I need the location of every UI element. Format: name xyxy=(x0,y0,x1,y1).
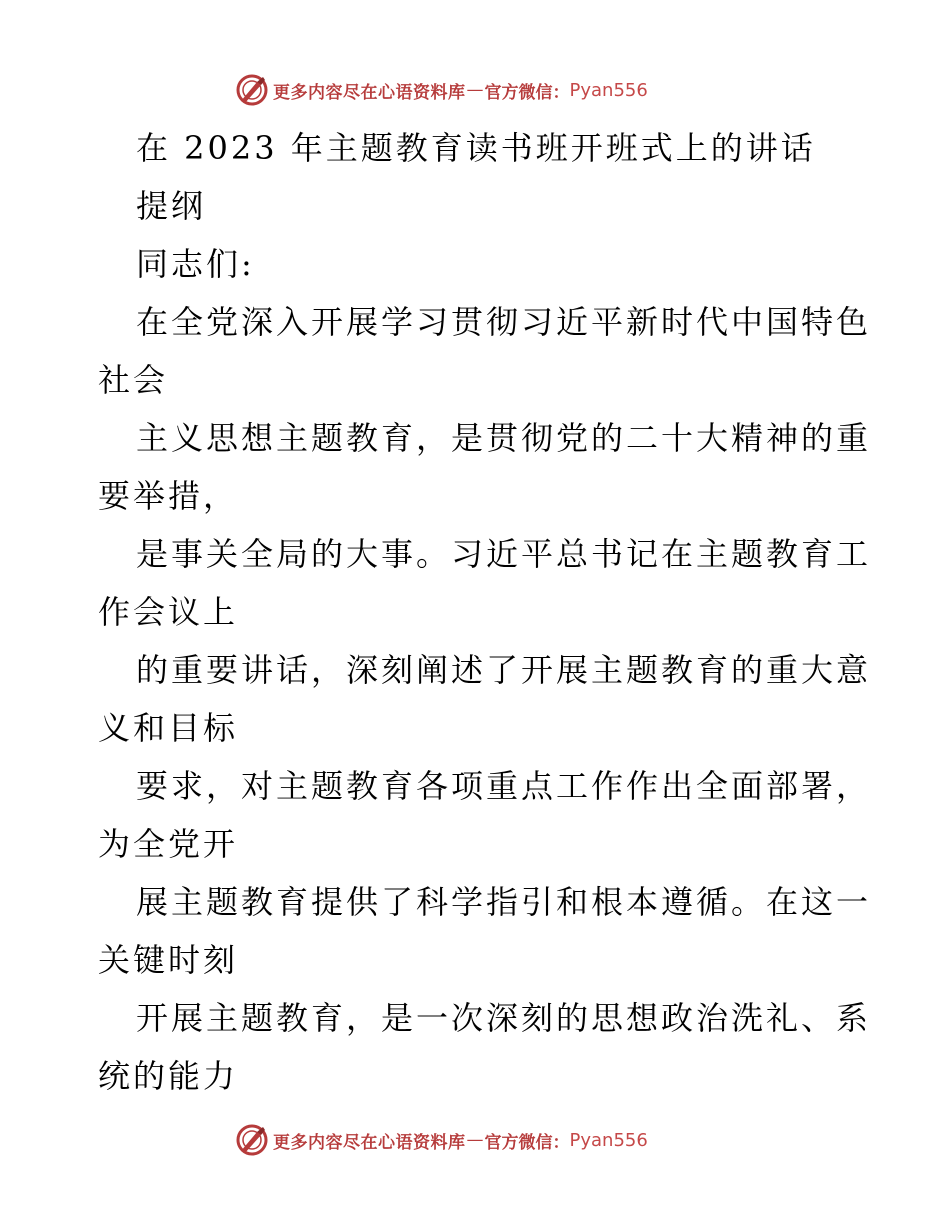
text-line: 主义思想主题教育，是贯彻党的二十大精神的重 xyxy=(136,419,872,457)
banner-slogan: 更多内容尽在心语资料库 xyxy=(273,1132,466,1153)
banner-slogan: 更多内容尽在心语资料库 xyxy=(273,82,466,103)
quill-pen-logo-icon xyxy=(235,1123,269,1157)
text-line: 关键时刻 xyxy=(98,941,239,979)
banner-separator: — xyxy=(466,1130,484,1150)
wechat-label: 官方微信： xyxy=(484,1132,570,1153)
text-line: 的重要讲话，深刻阐述了开展主题教育的重大意 xyxy=(136,651,872,689)
text-line: 社会 xyxy=(98,361,169,399)
text-line: 作会议上 xyxy=(98,593,239,631)
banner-separator: — xyxy=(466,80,484,100)
text-line: 开展主题教育，是一次深刻的思想政治洗礼、系 xyxy=(136,999,872,1037)
document-body xyxy=(98,119,872,1105)
wechat-label: 官方微信： xyxy=(484,82,570,103)
text-line: 提纲 xyxy=(136,187,207,225)
quill-pen-logo-icon xyxy=(235,73,269,107)
text-line: 义和目标 xyxy=(98,709,239,747)
text-line: 在全党深入开展学习贯彻习近平新时代中国特色 xyxy=(136,303,872,341)
text-line: 要举措， xyxy=(98,477,239,515)
text-line: 同志们: xyxy=(136,245,255,283)
header-banner xyxy=(235,72,648,108)
wechat-id: Pyan556 xyxy=(569,1129,648,1151)
footer-banner xyxy=(235,1122,648,1158)
text-line: 要求，对主题教育各项重点工作作出全面部署， xyxy=(136,767,872,805)
text-line: 在 2023 年主题教育读书班开班式上的讲话 xyxy=(136,129,816,167)
text-line: 为全党开 xyxy=(98,825,239,863)
text-line: 是事关全局的大事。习近平总书记在主题教育工 xyxy=(136,535,872,573)
text-line: 展主题教育提供了科学指引和根本遵循。在这一 xyxy=(136,883,872,921)
wechat-id: Pyan556 xyxy=(569,79,648,101)
text-line: 统的能力 xyxy=(98,1057,239,1095)
